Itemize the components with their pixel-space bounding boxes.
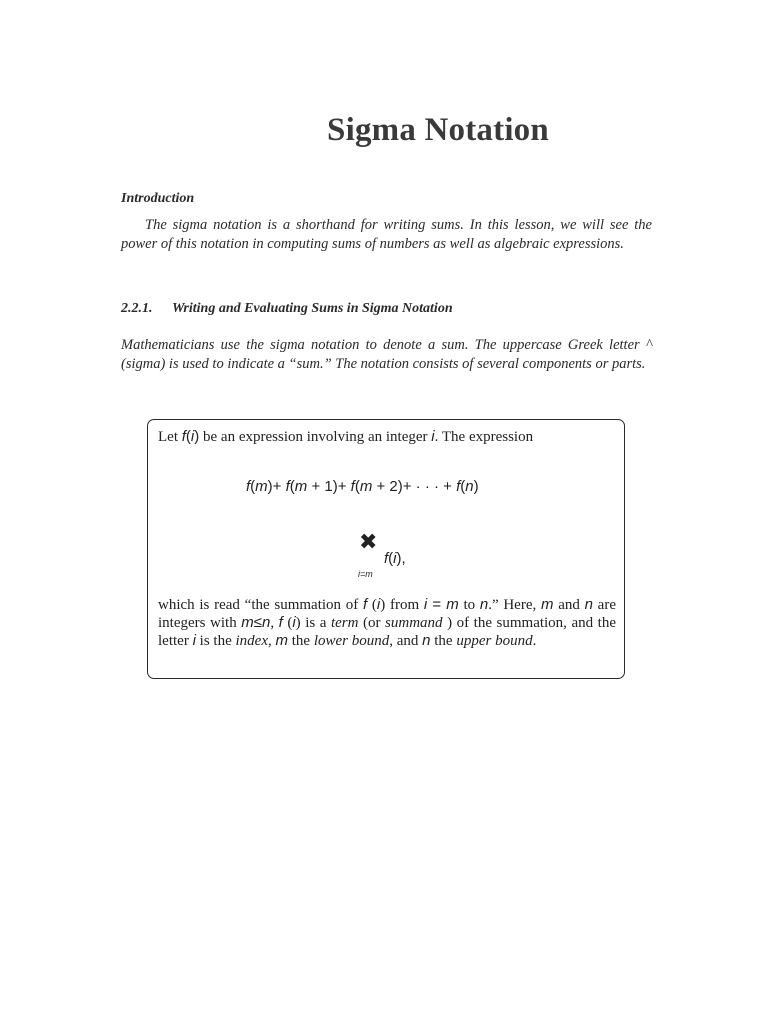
text-run: (or xyxy=(358,615,386,631)
text-run: which is read “the summation of xyxy=(158,597,363,613)
subsection-number: 2.2.1. xyxy=(121,301,153,316)
upper-bound-keyword: upper bound xyxy=(456,633,533,649)
math-symbol: n xyxy=(479,596,489,613)
text-run: ( xyxy=(367,597,377,613)
math-symbol: f xyxy=(285,478,290,495)
math-symbol: ( xyxy=(250,478,256,495)
summand-keyword: summand xyxy=(385,615,443,631)
math-symbol: m xyxy=(255,478,268,495)
term-keyword: term xyxy=(330,615,359,631)
sigma-lower-limit: i=m xyxy=(358,569,373,579)
math-symbol: ( xyxy=(289,478,295,495)
introduction-paragraph xyxy=(121,216,652,254)
text-run: .” Here, xyxy=(488,597,541,613)
definition-box xyxy=(147,419,625,679)
math-symbol: ( xyxy=(460,478,466,495)
math-symbol: i xyxy=(431,428,435,445)
text-run: and xyxy=(553,597,585,613)
math-symbol: ( xyxy=(354,478,360,495)
lower-bound-keyword: lower bound xyxy=(313,633,390,649)
text-run: be an expression involving an integer xyxy=(199,429,432,445)
math-symbol: m≤n xyxy=(241,614,271,631)
sigma-symbol-icon: ✖ xyxy=(359,530,378,555)
definition-explanation xyxy=(158,596,616,650)
subsection-title: Writing and Evaluating Sums in Sigma Notation xyxy=(172,301,453,316)
math-symbol: m xyxy=(275,632,288,649)
text-run: are integers with xyxy=(158,597,616,631)
math-symbol: ) xyxy=(194,428,200,445)
math-symbol: ), xyxy=(396,550,406,567)
math-symbol: i xyxy=(423,596,428,613)
introduction-text: The sigma notation is a shorthand for writing sums. In this lesson, we will see the power of this notation in computing sums of numbers as well as algebraic expressions. xyxy=(121,217,652,252)
math-symbol: f xyxy=(246,478,251,495)
math-symbol: n xyxy=(422,632,431,649)
subsection-heading xyxy=(121,301,453,317)
text-run: , and xyxy=(389,633,423,649)
math-symbol: f xyxy=(350,478,355,495)
math-symbol: ( xyxy=(185,428,191,445)
math-symbol: f xyxy=(362,596,368,613)
math-symbol: ) xyxy=(473,478,479,495)
math-symbol: n xyxy=(584,596,593,613)
math-symbol: n xyxy=(465,478,474,495)
math-symbol: f xyxy=(384,550,389,567)
introduction-heading: Introduction xyxy=(121,191,195,206)
text-run: is the xyxy=(195,633,236,649)
text-run: Let xyxy=(158,429,182,445)
sigma-intro-paragraph: Mathematicians use the sigma notation to denote a sum. The uppercase Greek letter ^ (sigma) is used to indicate a “sum.” The notation consists of several components or parts. xyxy=(121,337,652,372)
math-symbol: m xyxy=(446,596,459,613)
page-title: Sigma Notation xyxy=(327,112,549,148)
text-run: . The expression xyxy=(434,429,534,445)
math-symbol: m xyxy=(540,596,554,613)
math-symbol: )+ xyxy=(267,478,286,495)
summand-expression xyxy=(384,550,406,567)
math-symbol: i xyxy=(190,428,195,445)
math-symbol: i xyxy=(292,614,296,631)
math-symbol: f xyxy=(181,428,186,445)
text-run: the xyxy=(288,633,314,649)
math-symbol: = xyxy=(427,596,447,613)
text-run: ) of the summation, and the letter xyxy=(158,615,616,649)
text-run: ( xyxy=(282,615,293,631)
math-symbol: + 1)+ xyxy=(307,478,351,495)
text-run: , xyxy=(268,633,276,649)
math-symbol: + 2)+ · · · + xyxy=(372,478,457,495)
math-symbol: m xyxy=(359,478,373,495)
text-run: ) from xyxy=(380,597,424,613)
math-symbol: i xyxy=(376,596,381,613)
math-symbol: m xyxy=(294,478,308,495)
math-symbol: f xyxy=(456,478,461,495)
text-run: . xyxy=(532,633,537,649)
index-keyword: index xyxy=(235,633,268,649)
math-symbol: f xyxy=(278,614,283,631)
sum-expansion xyxy=(246,478,479,495)
text-run: the xyxy=(430,633,457,649)
definition-lead-text xyxy=(158,428,616,446)
math-symbol: ( xyxy=(388,550,394,567)
text-run: to xyxy=(458,597,480,613)
math-symbol: i xyxy=(192,632,196,649)
text-run: , xyxy=(270,615,279,631)
text-run: ) is a xyxy=(295,615,331,631)
math-symbol: i xyxy=(393,550,397,567)
